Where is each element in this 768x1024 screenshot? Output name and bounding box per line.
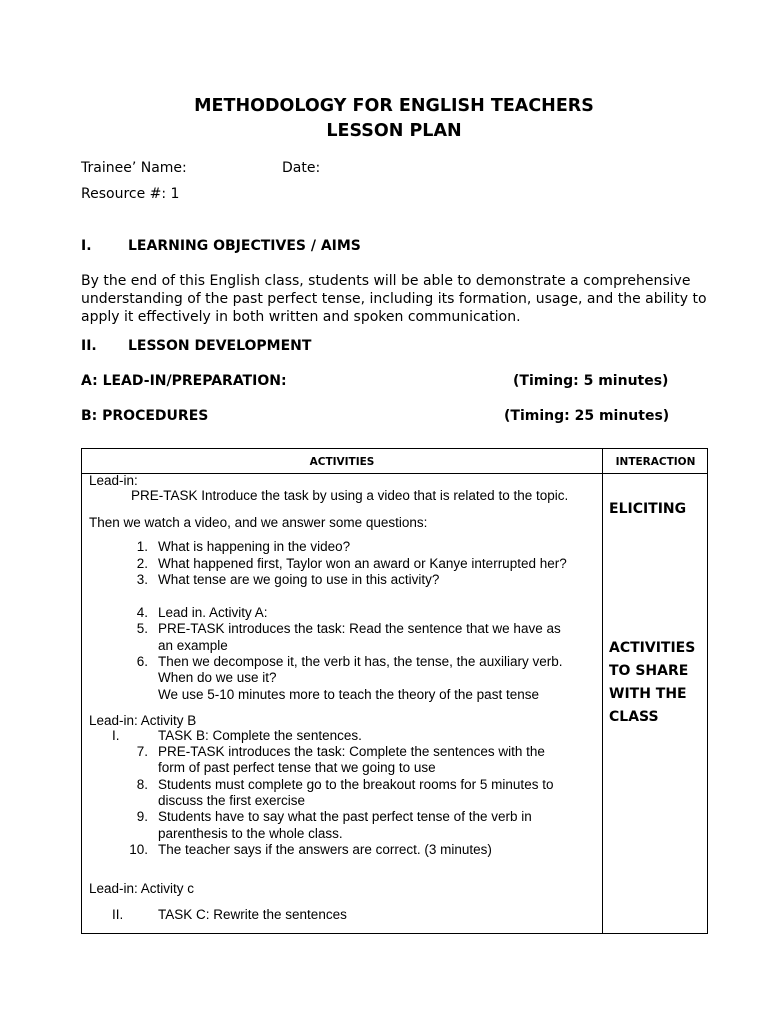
trainee-name-label: Trainee’ Name: — [81, 160, 187, 176]
roman-numeral-2: II. — [112, 907, 124, 922]
list-item: We use 5-10 minutes more to teach the theory of the past tense — [158, 686, 539, 702]
roman-numeral-1: I. — [112, 728, 120, 743]
list-item-number: 2. — [136, 555, 148, 571]
interaction-activities-line-2: TO SHARE — [609, 663, 689, 679]
objectives-number: I. — [81, 238, 92, 254]
lead-in-activity-c: Lead-in: Activity c — [89, 881, 195, 896]
list-item: PRE-TASK introduces the task: Complete the sentences with the — [158, 744, 545, 759]
procedures-timing: (Timing: 25 minutes) — [504, 408, 670, 424]
interaction-activities-line-4: CLASS — [609, 709, 659, 725]
list-item: discuss the first exercise — [158, 792, 306, 808]
list-item-number: 7. — [136, 744, 148, 759]
list-item-number: 8. — [136, 776, 148, 792]
list-item: When do we use it? — [158, 670, 277, 686]
page-title: METHODOLOGY FOR ENGLISH TEACHERS — [194, 96, 594, 116]
column-divider — [602, 449, 603, 933]
list-item: an example — [158, 637, 228, 653]
list-item: Lead in. Activity A: — [158, 605, 268, 620]
list-item: Students must complete go to the breakout rooms for 5 minutes to — [158, 776, 554, 792]
development-number: II. — [81, 338, 97, 354]
list-item-number: 1. — [136, 539, 148, 554]
resource-label: Resource #: 1 — [81, 186, 180, 202]
list-item-number: 6. — [136, 653, 148, 669]
interaction-eliciting: ELICITING — [609, 501, 687, 517]
list-item-number: 3. — [136, 572, 148, 587]
list-item: parenthesis to the whole class. — [158, 825, 343, 841]
interaction-header: INTERACTION — [615, 456, 696, 468]
list-item: What happened first, Taylor won an award or Kanye interrupted her? — [158, 555, 567, 571]
list-item: The teacher says if the answers are correct. (3 minutes) — [158, 841, 492, 857]
list-item-number: 4. — [136, 605, 148, 620]
task-c-text: TASK C: Rewrite the sentences — [158, 907, 347, 922]
lead-in-text: Lead-in: — [89, 473, 138, 488]
pretask-text: PRE-TASK Introduce the task by using a video that is related to the topic. — [131, 488, 569, 503]
date-label: Date: — [282, 160, 321, 176]
list-item: What is happening in the video? — [158, 539, 351, 554]
list-item: Then we decompose it, the verb it has, the tense, the auxiliary verb. — [158, 653, 563, 669]
list-item-number: 5. — [136, 621, 148, 637]
lead-in-activity-b: Lead-in: Activity B — [89, 713, 197, 728]
lead-in-timing: (Timing: 5 minutes) — [513, 373, 669, 389]
activities-header: ACTIVITIES — [309, 456, 375, 468]
task-b-text: TASK B: Complete the sentences. — [158, 728, 362, 743]
interaction-activities-line-1: ACTIVITIES — [609, 640, 696, 656]
list-item-number: 9. — [136, 809, 148, 825]
procedures-table — [81, 448, 708, 934]
procedures-label: B: PROCEDURES — [81, 408, 209, 424]
page-subtitle: LESSON PLAN — [326, 121, 462, 141]
header-divider — [82, 473, 707, 474]
objectives-text: By the end of this English class, students will be able to demonstrate a comprehensive understanding of the past perfect tense, including its formation, usage, and the ability to apply it effectively in both written and spoken communication. — [81, 273, 707, 325]
then-watch-text: Then we watch a video, and we answer some questions: — [89, 515, 428, 530]
list-item: form of past perfect tense that we going to use — [158, 760, 436, 776]
development-heading: LESSON DEVELOPMENT — [128, 338, 312, 354]
interaction-activities-line-3: WITH THE — [609, 686, 687, 702]
list-item: What tense are we going to use in this activity? — [158, 572, 440, 587]
lead-in-label: A: LEAD-IN/PREPARATION: — [81, 373, 287, 389]
objectives-heading: LEARNING OBJECTIVES / AIMS — [128, 238, 361, 254]
list-item: Students have to say what the past perfect tense of the verb in — [158, 809, 532, 825]
list-item: PRE-TASK introduces the task: Read the sentence that we have as — [158, 621, 561, 637]
list-item-number: 10. — [129, 841, 148, 857]
